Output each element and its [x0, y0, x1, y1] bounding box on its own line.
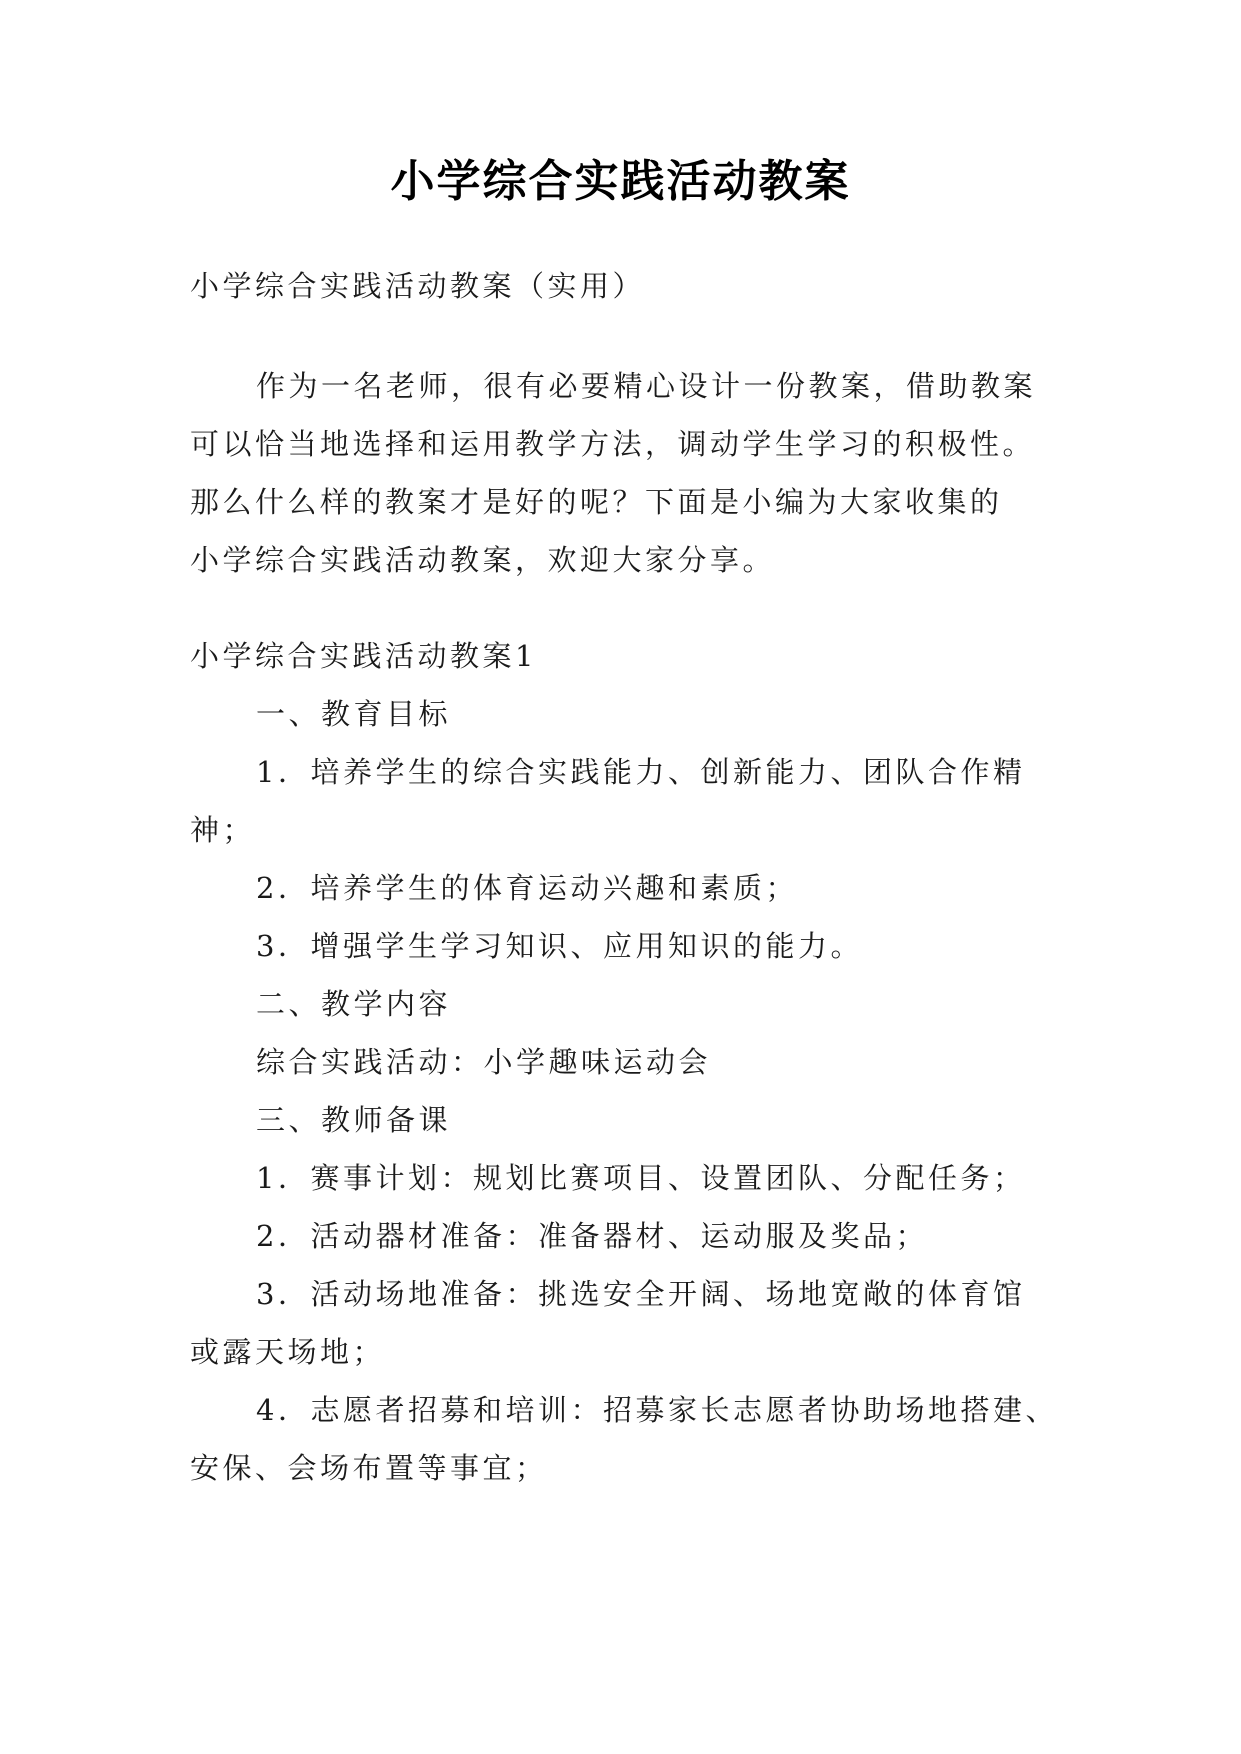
- list-item: 1．赛事计划：规划比赛项目、设置团队、分配任务；: [256, 1161, 1026, 1195]
- intro-line: 作为一名老师，很有必要精心设计一份教案，借助教案: [256, 369, 1037, 403]
- heading-teaching-content: 二、教学内容: [256, 987, 452, 1021]
- list-item-continuation: 安保、会场布置等事宜；: [190, 1451, 548, 1485]
- document-subtitle: 小学综合实践活动教案（实用）: [190, 269, 646, 303]
- heading-education-goals: 一、教育目标: [256, 697, 452, 731]
- list-item: 2．培养学生的体育运动兴趣和素质；: [256, 871, 798, 905]
- list-item-continuation: 或露天场地；: [190, 1335, 386, 1369]
- list-item: 2．活动器材准备：准备器材、运动服及奖品；: [256, 1219, 928, 1253]
- heading-teacher-prep: 三、教师备课: [256, 1103, 452, 1137]
- list-item: 3．增强学生学习知识、应用知识的能力。: [256, 929, 863, 963]
- intro-line: 小学综合实践活动教案，欢迎大家分享。: [190, 543, 776, 577]
- list-item: 1．培养学生的综合实践能力、创新能力、团队合作精: [256, 755, 1026, 789]
- list-item-continuation: 神；: [190, 813, 256, 847]
- paragraph: 综合实践活动：小学趣味运动会: [256, 1045, 712, 1079]
- document-title: 小学综合实践活动教案: [390, 156, 851, 207]
- intro-line: 可以恰当地选择和运用教学方法，调动学生学习的积极性。: [190, 427, 1036, 461]
- list-item: 3．活动场地准备：挑选安全开阔、场地宽敞的体育馆: [256, 1277, 1026, 1311]
- list-item: 4．志愿者招募和培训：招募家长志愿者协助场地搭建、: [256, 1393, 1058, 1427]
- intro-line: 那么什么样的教案才是好的呢？下面是小编为大家收集的: [190, 485, 1003, 519]
- section-heading: 小学综合实践活动教案1: [190, 639, 537, 673]
